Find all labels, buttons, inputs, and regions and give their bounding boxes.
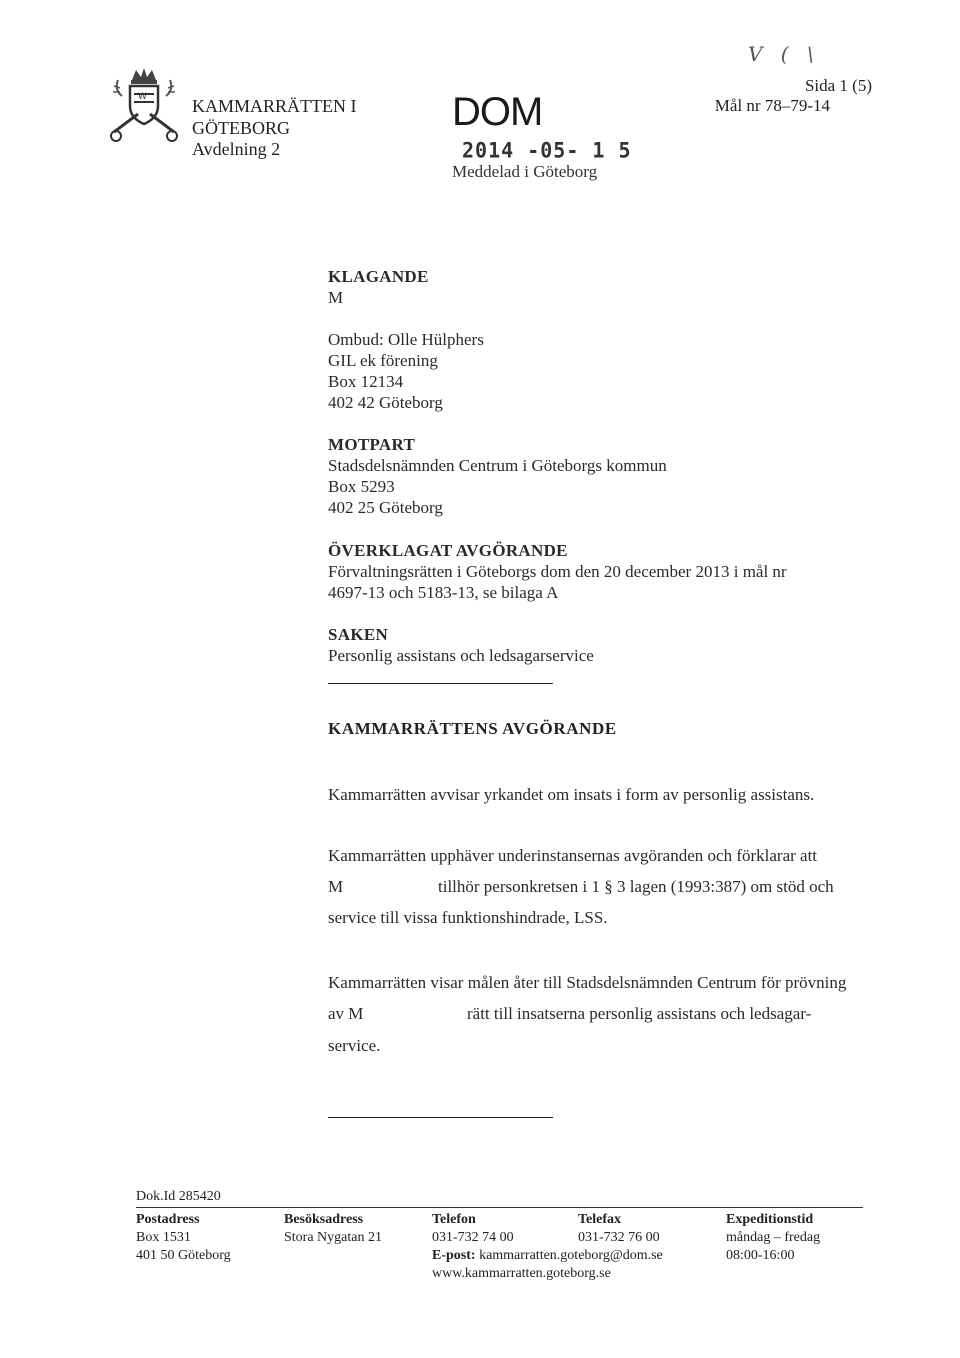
appealed-heading: ÖVERKLAGAT AVGÖRANDE <box>328 541 568 560</box>
decision-paragraph-2-line2: tillhör personkretsen i 1 § 3 lagen (1993:387) om stöd och <box>438 877 834 896</box>
page-number: Sida 1 (5) <box>804 76 872 95</box>
email-link[interactable]: kammarratten.goteborg@dom.se <box>479 1248 663 1263</box>
claimant-representative: Ombud: Olle Hülphers <box>328 330 484 349</box>
document-type-title: DOM <box>452 90 543 134</box>
case-number: Mål nr 78–79-14 <box>714 96 830 115</box>
footer-visiting <box>284 1211 382 1247</box>
postal-line2: 401 50 Göteborg <box>136 1248 231 1263</box>
fax-heading: Telefax <box>578 1212 622 1227</box>
footer-postal <box>136 1211 231 1265</box>
decision-paragraph-3-name: av M <box>328 1004 364 1023</box>
claimant-heading: KLAGANDE <box>328 267 429 286</box>
appealed-decision-section <box>328 540 787 603</box>
phone-number: 031-732 74 00 <box>432 1230 514 1245</box>
claimant-name: M <box>328 288 344 307</box>
decision-paragraph-2-name: M <box>328 877 344 896</box>
subject-heading: SAKEN <box>328 625 389 644</box>
decision-paragraph-3-line3: service. <box>328 1036 381 1055</box>
hours-time: 08:00-16:00 <box>726 1248 795 1263</box>
document-id: Dok.Id 285420 <box>136 1189 221 1204</box>
decision-paragraph-1: Kammarrätten avvisar yrkandet om insats i form av personlig assistans. <box>328 785 815 804</box>
date-stamp: 2014 -05- 1 5 <box>462 137 632 163</box>
decision-heading: KAMMARRÄTTENS AVGÖRANDE <box>328 719 617 738</box>
hours-heading: Expeditionstid <box>726 1212 814 1227</box>
decision-paragraph-3-line2: rätt till insatserna personlig assistans och ledsagar- <box>467 1004 812 1023</box>
footer-divider <box>136 1207 863 1208</box>
claimant-box: Box 12134 <box>328 372 404 391</box>
visit-line1: Stora Nygatan 21 <box>284 1230 382 1245</box>
visit-heading: Besöksadress <box>284 1212 364 1227</box>
divider-top <box>328 683 553 684</box>
respondent-section <box>328 434 667 518</box>
fax-number: 031-732 76 00 <box>578 1230 660 1245</box>
respondent-box: Box 5293 <box>328 477 395 496</box>
hours-days: måndag – fredag <box>726 1230 821 1245</box>
division: Avdelning 2 <box>192 139 281 159</box>
claimant-org: GIL ek förening <box>328 351 438 370</box>
issued-location: Meddelad i Göteborg <box>452 162 598 181</box>
footer-hours <box>726 1211 820 1265</box>
phone-heading: Telefon <box>432 1212 476 1227</box>
svg-text:W: W <box>138 92 147 102</box>
appealed-line1: Förvaltningsrätten i Göteborgs dom den 20 december 2013 i mål nr <box>328 562 787 581</box>
court-seal-logo <box>108 66 180 148</box>
appealed-line2: 4697-13 och 5183-13, se bilaga A <box>328 583 559 602</box>
subject-text: Personlig assistans och ledsagarservice <box>328 646 594 665</box>
respondent-name: Stadsdelsnämnden Centrum i Göteborgs kommun <box>328 456 667 475</box>
divider-bottom <box>328 1117 553 1118</box>
subject-section <box>328 624 594 666</box>
respondent-heading: MOTPART <box>328 435 416 454</box>
postal-heading: Postadress <box>136 1212 200 1227</box>
decision-paragraph-3-line1: Kammarrätten visar målen åter till Stadsdelsnämnden Centrum för prövning <box>328 973 847 992</box>
footer-fax <box>578 1211 660 1247</box>
respondent-city: 402 25 Göteborg <box>328 498 443 517</box>
decision-paragraph-2-line1: Kammarrätten upphäver underinstansernas avgöranden och förklarar att <box>328 846 818 865</box>
postal-line1: Box 1531 <box>136 1230 191 1245</box>
email-label: E-post: <box>432 1248 476 1263</box>
website-link[interactable]: www.kammarratten.goteborg.se <box>432 1266 611 1281</box>
handwritten-mark: V ( \ <box>748 42 820 66</box>
court-name-line1: KAMMARRÄTTEN I <box>192 96 357 116</box>
claimant-city: 402 42 Göteborg <box>328 393 443 412</box>
decision-paragraph-2-line3: service till vissa funktionshindrade, LSS. <box>328 908 608 927</box>
claimant-section <box>328 266 484 413</box>
court-name-line2: GÖTEBORG <box>192 118 290 138</box>
